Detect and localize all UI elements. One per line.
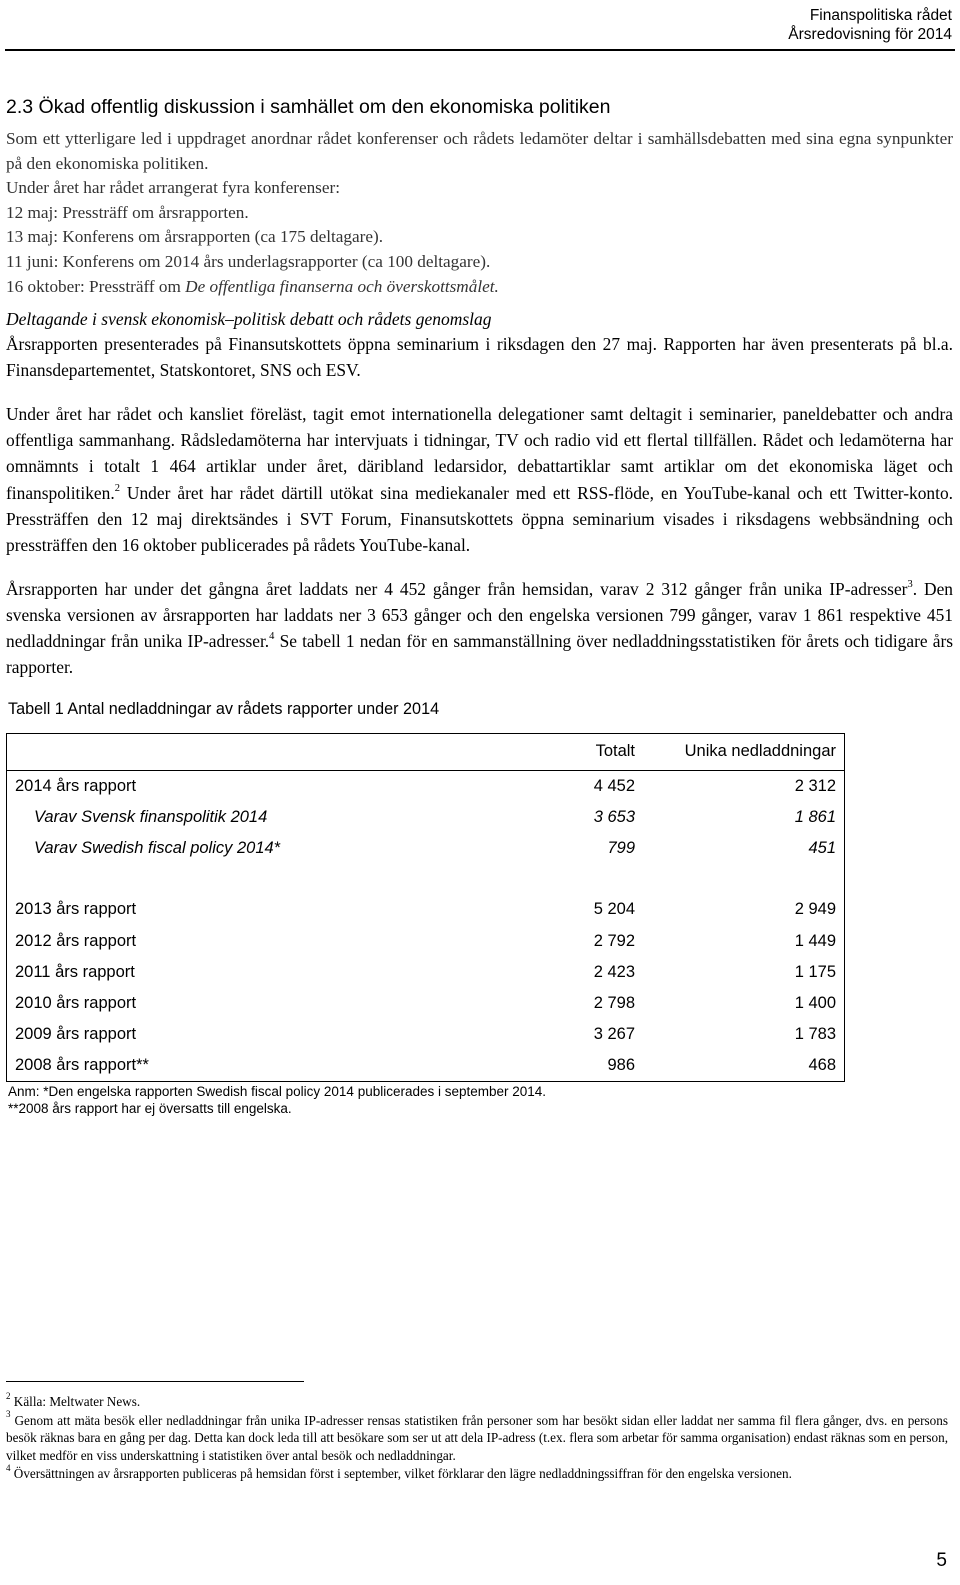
row-unique: 2 312 — [794, 776, 836, 795]
table-title: Tabell 1 Antal nedladdningar av rådets rapporter under 2014 — [8, 699, 440, 718]
event-item: 12 maj: Pressträff om årsrapporten. — [6, 202, 249, 222]
conferences-lead: Under året har rådet arrangerat fyra konferenser: — [6, 178, 340, 198]
row-total: 2 792 — [593, 931, 635, 950]
media-text-b: Under året har rådet därtill utökat sina mediekanaler med ett RSS-flöde, en YouTube-kanal och ett Twitter-konto. Pressträffen den 12 maj direktsändes i SVT Forum, Finansutskottets öppna seminarium visades i riksdagens webbsändning och pressträffen den 16 oktober publicerades på rådets YouTube-kanal. — [6, 482, 953, 556]
row-unique: 2 949 — [794, 900, 836, 919]
downloads-paragraph — [6, 576, 953, 681]
table-row — [7, 833, 844, 864]
debate-subheading: Deltagande i svensk ekonomisk–politisk debatt och rådets genomslag — [6, 309, 492, 330]
table-row — [7, 802, 844, 833]
table-notes — [8, 1083, 953, 1117]
page-header — [788, 6, 952, 44]
table-row — [7, 1050, 844, 1081]
section-title: 2.3 Ökad offentlig diskussion i samhället om den ekonomiska politiken — [6, 96, 611, 118]
table-row — [7, 1019, 844, 1050]
table-spacer-row — [7, 864, 844, 894]
table-note: **2008 års rapport har ej översatts till engelska. — [8, 1101, 292, 1117]
table-row — [7, 925, 844, 956]
event-item: 11 juni: Konferens om 2014 års underlagsrapporter (ca 100 deltagare). — [6, 251, 491, 271]
footnote-text: Källa: Meltwater News. — [13, 1394, 141, 1409]
table-row — [7, 894, 844, 925]
row-unique: 1 783 — [794, 1025, 836, 1044]
row-unique: 1 449 — [794, 931, 836, 950]
footnote-divider — [6, 1381, 304, 1382]
event-item: 13 maj: Konferens om årsrapporten (ca 175 deltagare). — [6, 227, 384, 247]
table-row — [7, 957, 844, 988]
row-label: 2009 års rapport — [15, 1025, 137, 1044]
header-document-title: Årsredovisning för 2014 — [788, 26, 952, 43]
row-total: 2 423 — [593, 962, 635, 981]
footnote — [6, 1409, 948, 1465]
header-label-cell — [7, 734, 495, 771]
events-list — [6, 201, 953, 275]
row-total: 2 798 — [593, 993, 635, 1012]
event-report-title: De offentliga finanserna och överskottsmålet. — [185, 276, 499, 296]
header-total: Totalt — [495, 734, 641, 771]
row-total: 3 267 — [593, 1025, 635, 1044]
row-total: 986 — [607, 1056, 635, 1075]
row-label: Varav Swedish fiscal policy 2014* — [34, 839, 281, 858]
footnote-ref-4[interactable]: 4 — [269, 631, 275, 643]
downloads-text-b: . Den svenska versionen av årsrapporten har laddats ner 3 653 gånger och den engelska versionen 799 gånger, varav 1 861 respektive 451 nedladdningar från unika IP-adresser. — [6, 578, 954, 652]
downloads-table — [6, 733, 845, 1083]
row-label: 2011 års rapport — [15, 962, 135, 981]
media-paragraph — [6, 401, 953, 559]
row-total: 4 452 — [593, 776, 635, 795]
row-label: 2008 års rapport** — [15, 1056, 149, 1075]
table-row — [7, 770, 844, 802]
table-header-row — [7, 734, 844, 771]
table-row — [7, 988, 844, 1019]
footnote — [6, 1462, 948, 1483]
event-prefix: 16 oktober: Pressträff om — [6, 276, 186, 296]
footnote-number: 4 — [6, 1462, 11, 1473]
row-label: 2010 års rapport — [15, 993, 137, 1012]
header-organization: Finanspolitiska rådet — [809, 7, 952, 24]
spacer-cell — [7, 864, 844, 894]
page-content — [6, 95, 953, 1117]
row-unique: 1 175 — [794, 962, 836, 981]
header-unique: Unika nedladdningar — [641, 734, 844, 771]
page-number: 5 — [936, 1550, 947, 1571]
table-note: Anm: *Den engelska rapporten Swedish fiscal policy 2014 publicerades i september 2014. — [8, 1084, 547, 1100]
row-total: 5 204 — [593, 900, 635, 919]
presentation-paragraph: Årsrapporten presenterades på Finansutskottets öppna seminarium i riksdagen den 27 maj. Rapporten har även presenterats på bl.a. Finansdepartementet, Statskontoret, SNS och ESV. — [6, 334, 953, 381]
debate-body — [6, 331, 953, 681]
row-label: 2012 års rapport — [15, 931, 137, 950]
media-text-a: Under året har rådet och kansliet föreläst, tagit emot internationella delegationer samt deltagit i seminarier, paneldebatter och andra offentliga sammanhang. Rådsledamöterna har intervjuats i tidningar, TV och radio vid ett flertal tillfällen. Rådet och ledamöterna har omnämnts i totalt 1 464 artiklar under året, däribland ledarsidor, debattartiklar samt artiklar om det ekonomiska läget och finanspolitiken. — [6, 403, 953, 503]
footnote-ref-3[interactable]: 3 — [907, 578, 913, 590]
footnote-text: Genom att mäta besök eller nedladdningar från unika IP-adresser rensas statistiken från personer som har besökt sidan eller laddat ner samma fil flera gånger, dvs. en persons besök räknas bara en gång per dag. Detta kan dock leda till att besökare som ser ut att dela IP-adress (t.ex. flera som arbetar för samma organisation) endast räknas som en person, vilket medför en viss underskattning i statistiken över antal besök och nedladdningar. — [6, 1412, 948, 1463]
row-unique: 1 861 — [794, 808, 836, 826]
row-label: 2014 års rapport — [15, 776, 137, 795]
header-rule — [5, 49, 955, 51]
table-body — [7, 770, 844, 1081]
row-label: 2013 års rapport — [15, 900, 137, 919]
footnotes — [6, 1390, 948, 1484]
footnote-number: 2 — [6, 1390, 11, 1401]
footnote-text: Översättningen av årsrapporten publiceras på hemsidan först i september, vilket förklarar den lägre nedladdningssiffran för den engelska versionen. — [13, 1466, 792, 1482]
row-unique: 468 — [808, 1056, 836, 1075]
row-total: 799 — [607, 839, 635, 858]
downloads-text-a: Årsrapporten har under det gångna året laddats ner 4 452 gånger från hemsidan, varav 2 312 gånger från unika IP-adresser — [6, 578, 908, 599]
row-label: Varav Svensk finanspolitik 2014 — [34, 808, 268, 826]
footnote-number: 3 — [6, 1409, 11, 1420]
footnote-ref-2[interactable]: 2 — [114, 482, 120, 494]
downloads-text-c: Se tabell 1 nedan för en sammanställning över nedladdningsstatistiken för årets och tidigare års rapporter. — [6, 631, 954, 678]
intro-paragraph: Som ett ytterligare led i uppdraget anordnar rådet konferenser och rådets ledamöter deltar i samhällsdebatten med sina egna synpunkter på den ekonomiska politiken. — [6, 129, 953, 173]
footnote — [6, 1390, 948, 1411]
row-total: 3 653 — [593, 808, 635, 826]
event-item — [6, 275, 953, 300]
intro-block — [6, 127, 953, 299]
row-unique: 1 400 — [794, 993, 836, 1012]
row-unique: 451 — [808, 839, 836, 858]
